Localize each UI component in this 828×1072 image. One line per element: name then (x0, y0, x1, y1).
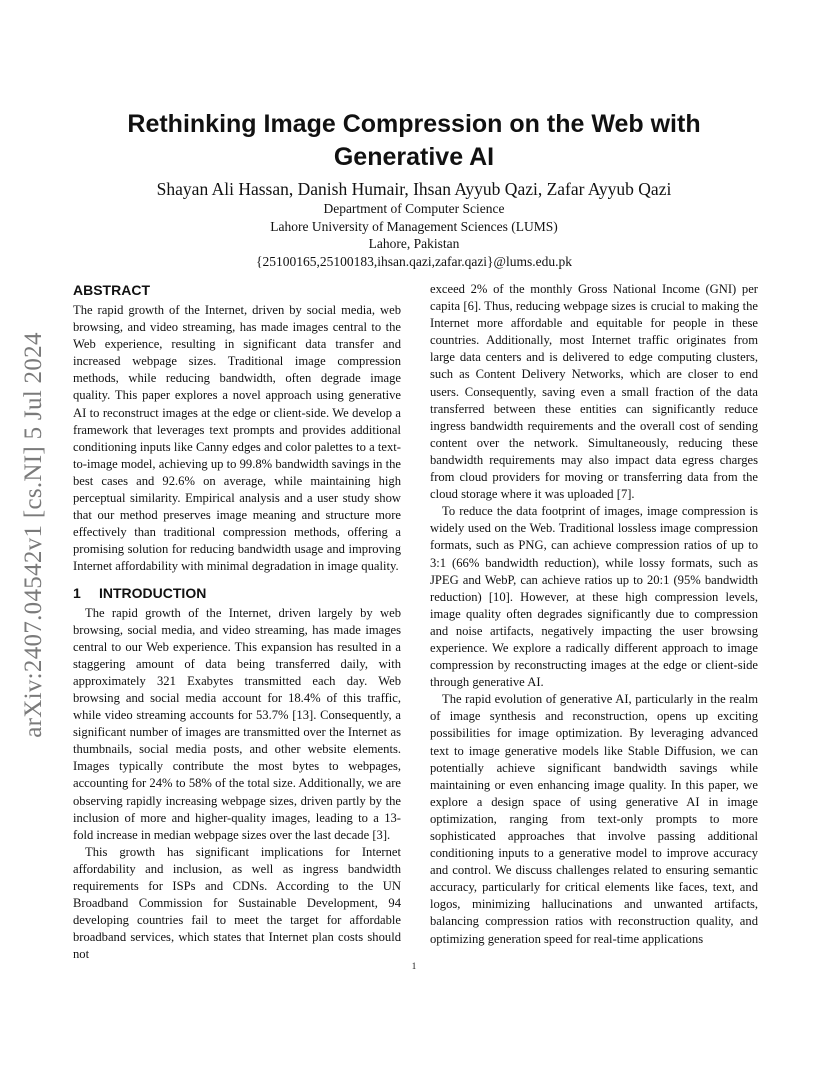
abstract-text: The rapid growth of the Internet, driven by social media, web browsing, and video streaming, has made images central to the Web experience, resulting in significant data transfer and increased webpage sizes. Traditional image compression methods, while reducing bandwidth, often degrade image quality. This paper explores a novel approach using generative AI to reconstruct images at the edge or client-side. We develop a framework that leverages text prompts and provides additional conditioning inputs like Canny edges and color palettes to a text-to-image model, achieving up to 99.8% bandwidth savings in the best cases and 92.6% on average, while maintaining high perceptual similarity. Empirical analysis and a user study show that our method preserves image meaning and structure more effectively than traditional compression methods, offering a promising solution for reducing bandwidth usage and improving Internet affordability with minimal degradation in image quality. (73, 303, 401, 574)
intro-paragraph-2-start: This growth has significant implications for Internet affordability and inclusion, as well as ingress bandwidth requirements for ISPs and CDNs. According to the UN Broadband Commission for Sustainable Development, 94 developing countries fail to meet the target for affordable broadband services, which states that Internet plan costs should not (73, 844, 401, 962)
intro-paragraph-3: To reduce the data footprint of images, image compression is widely used on the Web. Traditional lossless image compression formats, such as PNG, can achieve compression ratios of up to 3:1 (66% bandwidth reduction), while lossy formats, such as JPEG and WebP, can achieve ratios up to 20:1 (95% bandwidth reduction) [10]. However, at these high compression levels, image quality often degrades significantly due to compression and noise artifacts, negatively impacting the user browsing experience. We explore a radically different approach to image compression by reconstructing images at the edge or client-side through generative AI. (430, 504, 758, 690)
section-title: INTRODUCTION (99, 584, 207, 601)
intro-paragraph-2-continued: exceed 2% of the monthly Gross National Income (GNI) per capita [6]. Thus, reducing webpage sizes is crucial to making the Internet more affordable and equitable for people in these countries. Additionally, most Internet traffic originates from large data centers and is delivered to edge computing clusters, such as Content Delivery Networks, which are closer to end users. Consequently, saving even a small fraction of the data transferred between these entities can significantly reduce ingress bandwidth requirements and the overall cost of sending content over the network. Simultaneously, reducing these bandwidth requirements may also impact data egress charges from cloud providers for moving or transferring data from the cloud storage where it was uploaded [7]. (430, 282, 758, 502)
arxiv-identifier-stamp (14, 310, 54, 760)
section-number: 1 (73, 584, 81, 601)
affiliation-block (70, 200, 758, 270)
department: Department of Computer Science (323, 201, 505, 216)
title-line-2: Generative AI (333, 143, 495, 171)
arxiv-identifier: arXiv:2407.04542v1 [cs.NI] 5 Jul 2024 (20, 332, 47, 738)
location: Lahore, Pakistan (368, 236, 460, 252)
title-line-1: Rethinking Image Compression on the Web with (127, 110, 701, 138)
author-list: Shayan Ali Hassan, Danish Humair, Ihsan Ayyub Qazi, Zafar Ayyub Qazi (156, 179, 672, 199)
abstract-heading: ABSTRACT (73, 282, 150, 298)
author-emails: {25100165,25100183,ihsan.qazi,zafar.qazi}@lums.edu.pk (256, 253, 572, 269)
right-column (430, 281, 758, 948)
left-column (73, 281, 401, 963)
intro-paragraph-1: The rapid growth of the Internet, driven largely by web browsing, social media, and video streaming, has made images central to our Web experience. This expansion has resulted in a staggering amount of data being transferred daily, with approximately 321 Exabytes transmitted each day. Web browsing and social media account for 18.4% of this traffic, while video streaming accounts for 53.7% [13]. Consequently, a significant number of images are transmitted over the Internet as thumbnails, social media posts, and other website elements. Images typically contribute the most bytes to webpages, accounting for 24% to 58% of the total size. Additionally, we are observing rapidly increasing webpage sizes, driven partly by the inclusion of more and higher-quality images, leading to a 13-fold increase in median webpage sizes over the last decade [3]. (73, 605, 401, 842)
university: Lahore University of Management Sciences (LUMS) (270, 218, 558, 234)
page-number: 1 (411, 961, 417, 971)
paper-title (70, 108, 758, 174)
intro-paragraph-4: The rapid evolution of generative AI, particularly in the realm of image synthesis and reconstruction, opens up exciting possibilities for image optimization. By leveraging advanced text to image generative models like Stable Diffusion, we can potentially achieve significant bandwidth savings while maintaining or even enhancing image quality. In this paper, we explore a design space of using generative AI in image optimization, ranging from text-only prompts to more sophisticated approaches that involve passing additional conditioning inputs to a generative model to improve accuracy and control. We discuss challenges related to ensuring semantic accuracy, particularly for critical elements like faces, text, and logos, minimizing hallucinations and unwanted artifacts, balancing compression ratios with reconstruction quality, and optimizing generation speed for real-time applications (430, 692, 758, 946)
introduction-heading (73, 584, 401, 602)
